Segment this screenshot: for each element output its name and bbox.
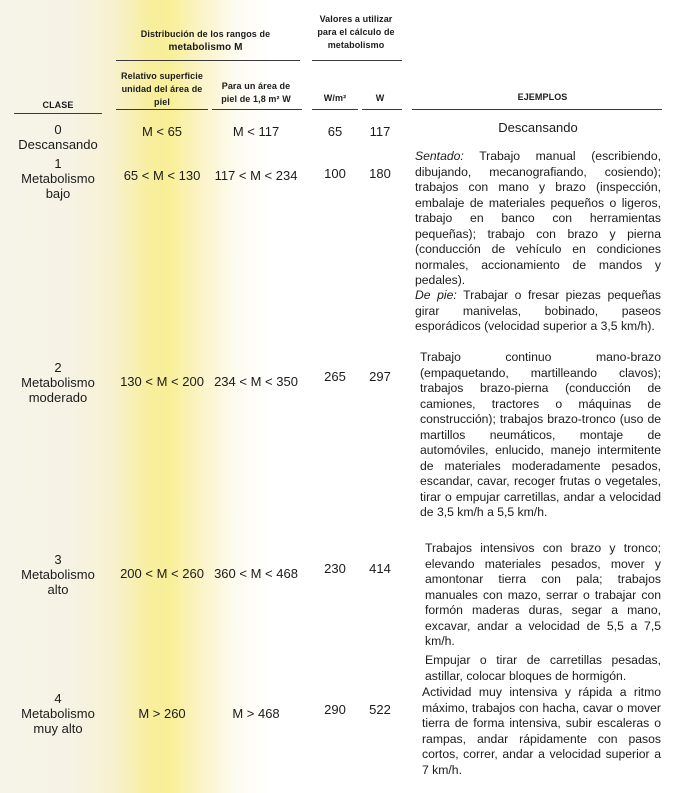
example-text: Trabajo continuo mano-brazo (empaquetando, martilleando clavos); trabajos brazo-pierna (conducción de camiones, tractores o máquinas de construcción); trabajos brazo-tronco (uso de martillos neumáticos, montaje de automóviles, enlucido, manejo intermitente de materiales moderadamente pesados, escandar, cavar, recoger frutas o vegetales, tirar o empujar carretillas, andar a velocidad de 3,5 km/h a 5,5 km/h. bbox=[420, 350, 661, 519]
header-values-group bbox=[308, 13, 404, 52]
example-text: Empujar o tirar de carretillas pesadas, astillar, colocar bloques de hormigón. bbox=[425, 653, 661, 683]
header-ejemplos: EJEMPLOS bbox=[517, 92, 568, 102]
range-relative: M < 65 bbox=[141, 124, 183, 139]
class-name-2: bajo bbox=[45, 186, 71, 201]
class-name: Metabolismo bbox=[21, 567, 95, 582]
value-wm2: 290 bbox=[324, 702, 346, 717]
example-paragraph bbox=[425, 653, 661, 684]
range-area: 360 < M < 468 bbox=[214, 566, 298, 581]
header-values-line1: Valores a utilizar bbox=[319, 14, 393, 24]
example-paragraph bbox=[420, 350, 661, 521]
class-name-2: moderado bbox=[28, 390, 88, 405]
header-relative bbox=[113, 70, 211, 109]
header-relative-line3: piel bbox=[154, 97, 170, 107]
example-label: Sentado: bbox=[415, 149, 464, 163]
value-w: 117 bbox=[369, 124, 391, 139]
header-rule-wm2 bbox=[312, 109, 358, 110]
range-area: 234 < M < 350 bbox=[214, 374, 298, 389]
header-ranges-line1: Distribución de los rangos de bbox=[140, 29, 271, 39]
class-name: Metabolismo bbox=[21, 706, 95, 721]
example-paragraph bbox=[422, 685, 661, 778]
value-w: 297 bbox=[369, 369, 391, 384]
range-relative: 130 < M < 200 bbox=[120, 374, 204, 389]
example-text: Trabajar o fresar piezas pequeñas girar manivelas, bobinado, paseos esporádicos (velocidad superior a 3,5 km/h). bbox=[415, 288, 661, 333]
value-wm2: 230 bbox=[324, 561, 346, 576]
header-values-line2: para el cálculo de bbox=[317, 27, 395, 37]
header-area bbox=[208, 80, 304, 106]
class-name-2: alto bbox=[47, 582, 69, 597]
example-text: Trabajos intensivos con brazo y tronco; elevando materiales pesados, mover y amontonar tierra con pala; trabajos manuales con mazo, serrar o trabajar con formón maderas duras, segar a mano, excavar, andar a velocidad de 5,5 a 7,5 km/h. bbox=[425, 541, 661, 648]
header-ranges-rule bbox=[116, 60, 300, 61]
class-number: 1 bbox=[54, 156, 62, 171]
class-cell bbox=[8, 360, 108, 405]
example-text: Descansando bbox=[498, 120, 578, 135]
class-cell bbox=[8, 156, 108, 201]
value-wm2: 65 bbox=[327, 124, 343, 139]
range-area: M > 468 bbox=[232, 706, 280, 721]
example-paragraph bbox=[425, 541, 661, 650]
header-relative-line2: unidad del área de bbox=[121, 84, 203, 94]
class-cell bbox=[8, 122, 108, 152]
class-number: 4 bbox=[54, 691, 62, 706]
header-rule-w bbox=[362, 109, 402, 110]
value-w: 522 bbox=[369, 702, 391, 717]
example-text: Trabajo manual (escribiendo, dibujando, mecanografiando, cosiendo); trabajos con mano y brazo (inspección, embalaje de materiales pequeños o ligeros, trabajo en banco con herramientas pequeñas); trabajo con brazo y pierna (conducción de vehículo en condiciones normales, accionamiento de mandos y pedales). bbox=[415, 149, 662, 287]
class-number: 2 bbox=[54, 360, 62, 375]
range-area: 117 < M < 234 bbox=[214, 168, 298, 183]
class-number: 3 bbox=[54, 552, 62, 567]
example-text: Actividad muy intensiva y rápida a ritmo máximo, trabajos con hacha, cavar o mover tierra de forma intensiva, subir escaleras o rampas, andar rápidamente con pasos cortos, correr, andar a velocidad superior a 7 km/h. bbox=[422, 685, 661, 777]
class-name: Descansando bbox=[18, 137, 98, 152]
value-wm2: 265 bbox=[324, 369, 346, 384]
header-ranges-line2: metabolismo M bbox=[168, 42, 243, 53]
header-w: W bbox=[375, 93, 385, 103]
header-relative-line1: Relativo superficie bbox=[121, 71, 203, 81]
example-label: De pie: bbox=[415, 288, 457, 302]
class-name-2: muy alto bbox=[33, 721, 83, 736]
class-name: Metabolismo bbox=[21, 375, 95, 390]
class-cell bbox=[8, 552, 108, 597]
value-w: 180 bbox=[369, 166, 391, 181]
range-relative: M > 260 bbox=[138, 706, 186, 721]
range-relative: 65 < M < 130 bbox=[123, 168, 201, 183]
example-paragraph bbox=[415, 288, 661, 335]
header-values-rule bbox=[312, 60, 402, 61]
header-rule-clase bbox=[14, 113, 102, 114]
class-name: Metabolismo bbox=[21, 171, 95, 186]
header-clase: CLASE bbox=[42, 100, 74, 110]
header-rule-relative bbox=[116, 109, 208, 110]
header-wm2: W/m² bbox=[323, 93, 347, 103]
range-relative: 200 < M < 260 bbox=[120, 566, 204, 581]
range-area: M < 117 bbox=[232, 124, 280, 139]
example-paragraph bbox=[415, 149, 661, 289]
value-wm2: 100 bbox=[324, 166, 346, 181]
header-ranges-group bbox=[118, 28, 293, 54]
class-number: 0 bbox=[54, 122, 62, 137]
header-area-line2: piel de 1,8 m² W bbox=[221, 94, 291, 104]
header-area-line1: Para un área de bbox=[221, 81, 291, 91]
header-rule-area bbox=[212, 109, 302, 110]
value-w: 414 bbox=[369, 561, 391, 576]
header-rule-ejemplos bbox=[412, 109, 662, 110]
class-cell bbox=[8, 691, 108, 736]
header-values-line3: metabolismo bbox=[327, 40, 385, 50]
